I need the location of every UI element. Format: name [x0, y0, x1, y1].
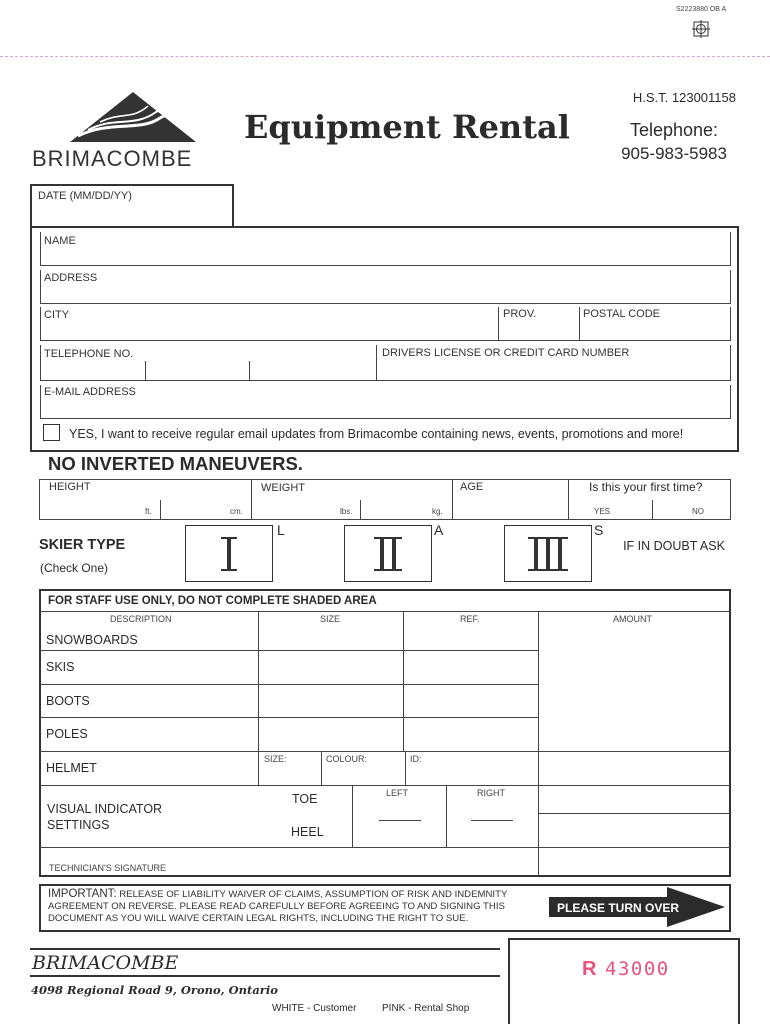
col-ref: REF. — [460, 614, 480, 624]
copy-white: WHITE - Customer — [272, 1003, 357, 1014]
important-text-block — [48, 888, 548, 925]
footer-brand: BRIMACOMBE — [32, 952, 179, 974]
brand-wordmark: BRIMACOMBE — [32, 146, 193, 171]
age-label: AGE — [460, 481, 484, 493]
height-weight-divider — [251, 479, 252, 520]
helmet-size-label: SIZE: — [264, 754, 287, 764]
toe-label: TOE — [292, 792, 318, 806]
city-label: CITY — [44, 309, 70, 321]
staff-header-line — [40, 611, 730, 612]
staff-table — [39, 589, 731, 877]
staff-header: FOR STAFF USE ONLY, DO NOT COMPLETE SHADED AREA — [48, 595, 377, 607]
name-field[interactable] — [40, 232, 731, 266]
col-size: SIZE — [320, 614, 341, 624]
yes-no-divider — [652, 500, 653, 520]
row-line-5 — [40, 785, 730, 786]
row-line-3 — [40, 717, 538, 718]
right-blank[interactable] — [471, 820, 513, 821]
ft-cm-divider — [160, 500, 161, 520]
serial-prefix: R — [582, 958, 598, 980]
amount-line-6 — [538, 813, 730, 814]
toe-heel-divider — [352, 785, 353, 847]
email-label: E-MAIL ADDRESS — [44, 386, 136, 398]
size-ref-divider — [403, 611, 404, 751]
copy-pink: PINK - Rental Shop — [382, 1003, 470, 1014]
left-label: LEFT — [386, 788, 409, 798]
postal-code-label: POSTAL CODE — [583, 308, 661, 320]
skier-letter-s: S — [594, 522, 604, 538]
phone-divider-2 — [249, 361, 250, 381]
desc-size-divider — [258, 611, 259, 785]
telephone-label-field: TELEPHONE NO. — [44, 348, 134, 360]
cm-label: cm. — [230, 507, 243, 516]
skier-type-title: SKIER TYPE — [39, 537, 126, 553]
email-field[interactable] — [40, 385, 731, 419]
first-time-yes[interactable]: YES — [594, 507, 611, 516]
hst-number: H.S.T. 123001158 — [632, 90, 736, 105]
brimacombe-mountain-logo-icon — [70, 90, 196, 149]
weight-label: WEIGHT — [261, 482, 305, 494]
skier-letter-a: A — [434, 522, 444, 538]
helmet-colour-id-divider — [405, 751, 406, 785]
row-line-1 — [40, 650, 538, 651]
helmet-size-colour-divider — [321, 751, 322, 785]
skier-type-1-checkbox[interactable] — [185, 525, 273, 582]
license-label: DRIVERS LICENSE OR CREDIT CARD NUMBER — [382, 347, 630, 359]
if-in-doubt-ask: IF IN DOUBT ASK — [623, 539, 725, 553]
helmet-colour-label: COLOUR: — [326, 754, 368, 764]
prov-postal-divider — [579, 307, 580, 341]
weight-age-divider — [452, 479, 453, 520]
serial-value: 43000 — [605, 958, 670, 980]
left-right-divider — [446, 785, 447, 847]
row-snowboards: SNOWBOARDS — [46, 633, 138, 647]
row-skis: SKIS — [46, 660, 75, 674]
skier-type-2-checkbox[interactable] — [344, 525, 432, 582]
row-line-2 — [40, 684, 538, 685]
roman-two-icon — [372, 537, 404, 571]
print-code: S2223880 OB A — [676, 6, 727, 13]
address-field[interactable] — [40, 270, 731, 304]
phone-license-divider — [376, 345, 377, 381]
row-line-4 — [40, 751, 730, 752]
footer-frame — [508, 938, 740, 1024]
skier-letter-l: L — [277, 522, 285, 538]
important-lead: IMPORTANT: — [48, 888, 117, 900]
right-label: RIGHT — [477, 788, 505, 798]
ref-amount-divider — [538, 611, 539, 876]
city-prov-divider — [498, 307, 499, 341]
ft-label: ft. — [145, 507, 152, 516]
email-optin-text: YES, I want to receive regular email updates from Brimacombe containing news, events, promotions and more! — [69, 427, 684, 441]
left-blank[interactable] — [379, 820, 421, 821]
first-time-label: Is this your first time? — [589, 480, 703, 494]
row-helmet: HELMET — [46, 761, 97, 775]
no-inverted-warning: NO INVERTED MANEUVERS. — [48, 453, 303, 474]
first-time-no[interactable]: NO — [692, 507, 704, 516]
roman-three-icon — [526, 537, 570, 571]
age-first-divider — [568, 479, 569, 520]
phone-divider-1 — [145, 361, 146, 381]
prov-label: PROV. — [503, 308, 537, 320]
email-optin-checkbox[interactable] — [43, 424, 60, 441]
footer-address: 4098 Regional Road 9, Orono, Ontario — [31, 983, 278, 997]
roman-one-icon — [219, 537, 239, 571]
row-poles: POLES — [46, 727, 88, 741]
row-visual-indicator: VISUAL INDICATOR SETTINGS — [47, 802, 163, 832]
technician-signature-label: TECHNICIAN'S SIGNATURE — [49, 863, 167, 873]
skier-type-sub: (Check One) — [40, 561, 109, 575]
name-label: NAME — [44, 235, 76, 247]
telephone-number: 905-983-5983 — [621, 144, 727, 163]
form-title: Equipment Rental — [244, 108, 570, 146]
registration-mark-icon — [692, 20, 710, 43]
address-label: ADDRESS — [44, 272, 98, 284]
serial-number — [582, 958, 670, 981]
heel-label: HEEL — [291, 825, 324, 839]
date-label: DATE (MM/DD/YY) — [38, 190, 132, 202]
skier-type-3-checkbox[interactable] — [504, 525, 592, 582]
row-line-6 — [40, 847, 730, 848]
please-turn-over-text: PLEASE TURN OVER — [557, 901, 680, 915]
height-label: HEIGHT — [49, 481, 91, 493]
row-boots: BOOTS — [46, 694, 90, 708]
telephone-label: Telephone: — [629, 120, 719, 140]
perforation-line — [0, 56, 770, 57]
lbs-kg-divider — [360, 500, 361, 520]
lbs-label: lbs. — [340, 507, 353, 516]
col-description: DESCRIPTION — [110, 614, 172, 624]
helmet-id-label: ID: — [410, 754, 422, 764]
footer-rule-top — [30, 948, 500, 950]
kg-label: kg. — [432, 507, 443, 516]
important-text: RELEASE OF LIABILITY WAIVER OF CLAIMS, ASSUMPTION OF RISK AND INDEMNITY AGREEMENT ON REVERSE. PLEASE READ CAREFULLY BEFORE AGREEING TO AND SIGNING THIS DOCUMENT AS YOU WILL WAIVE CERTAIN LEGAL RIGHTS, INCLUDING THE RIGHT TO SUE. — [48, 889, 508, 924]
col-amount: AMOUNT — [613, 614, 652, 624]
footer-rule-bottom — [30, 975, 500, 977]
